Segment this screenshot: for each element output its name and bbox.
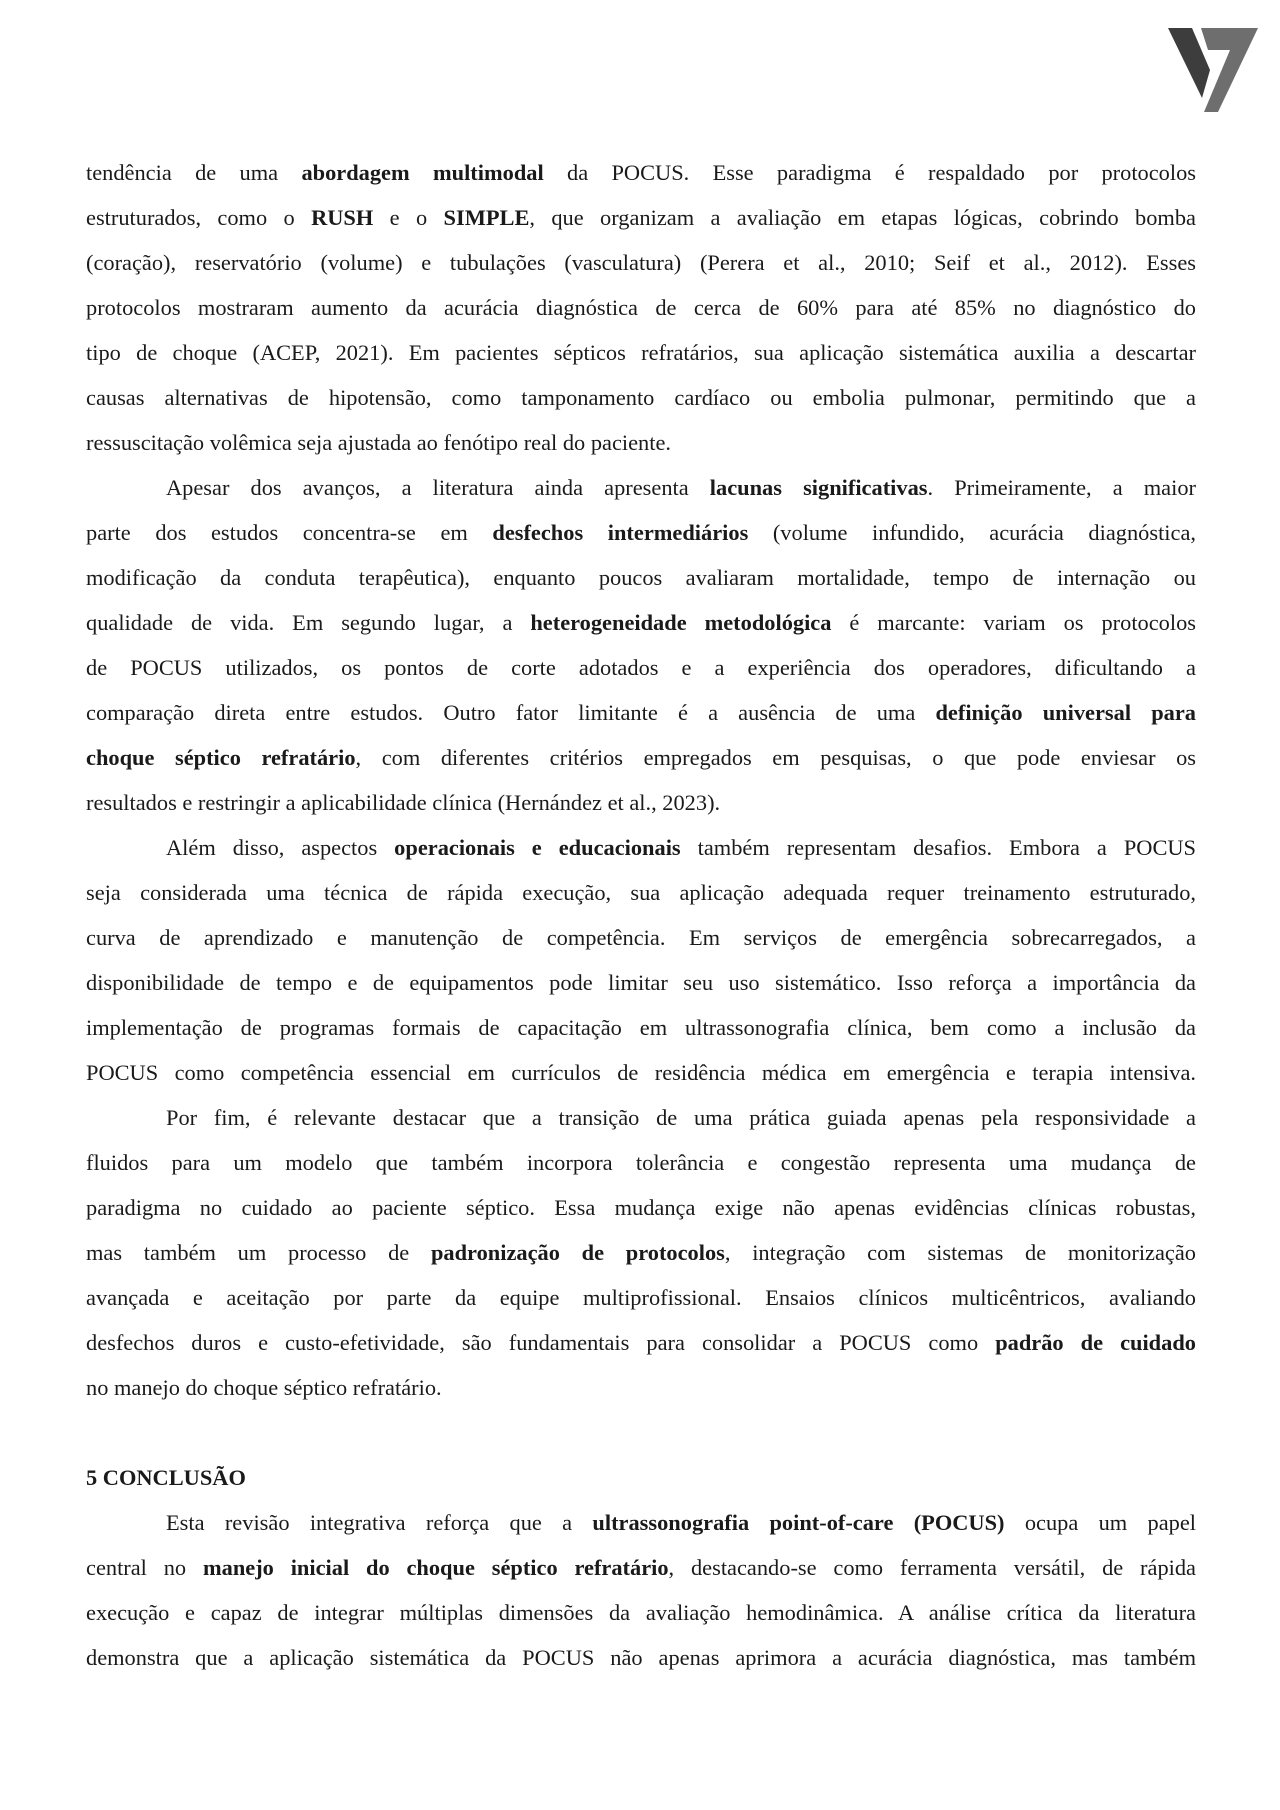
bold-text: ultrassonografia point-of-care (POCUS) <box>592 1510 1005 1535</box>
text-line <box>86 825 1196 870</box>
text-run: . Primeiramente, a maior <box>927 475 1196 500</box>
paragraph-conclusao <box>86 1500 1196 1680</box>
text-run: no manejo do choque séptico refratário. <box>86 1375 442 1400</box>
text-line <box>86 1185 1196 1230</box>
text-run: resultados e restringir a aplicabilidade clínica (Hernández et al., 2023). <box>86 790 721 815</box>
text-line <box>86 1635 1196 1680</box>
text-run: implementação de programas formais de capacitação em ultrassonografia clínica, bem como a inclusão da <box>86 1015 1196 1040</box>
text-line <box>86 1140 1196 1185</box>
text-run: demonstra que a aplicação sistemática da POCUS não apenas aprimora a acurácia diagnóstica, mas também <box>86 1645 1196 1670</box>
paragraph-lacunas <box>86 465 1196 825</box>
text-run: causas alternativas de hipotensão, como tamponamento cardíaco ou embolia pulmonar, permitindo que a <box>86 385 1196 410</box>
text-line <box>86 555 1196 600</box>
logo-left-stroke <box>1168 28 1210 98</box>
text-line <box>86 1500 1196 1545</box>
text-run: comparação direta entre estudos. Outro fator limitante é a ausência de uma <box>86 700 936 725</box>
text-line <box>86 1050 1196 1095</box>
text-run: parte dos estudos concentra-se em <box>86 520 493 545</box>
text-run: , com diferentes critérios empregados em pesquisas, o que pode enviesar os <box>355 745 1196 770</box>
text-run: (volume infundido, acurácia diagnóstica, <box>748 520 1196 545</box>
text-line <box>86 1005 1196 1050</box>
text-run: da POCUS. Esse paradigma é respaldado por protocolos <box>543 160 1197 185</box>
bold-text: desfechos intermediários <box>492 520 749 545</box>
bold-text: choque séptico refratário <box>86 745 356 770</box>
paragraph-operacionais <box>86 825 1196 1095</box>
text-line <box>86 870 1196 915</box>
bold-text: manejo inicial do choque séptico refratário <box>202 1555 669 1580</box>
text-run: tipo de choque (ACEP, 2021). Em pacientes sépticos refratários, sua aplicação sistemática auxilia a descartar <box>86 340 1196 365</box>
text-run: estruturados, como o <box>86 205 312 230</box>
text-line <box>86 1545 1196 1590</box>
text-run: Além disso, aspectos <box>166 835 395 860</box>
text-run: de POCUS utilizados, os pontos de corte adotados e a experiência dos operadores, dificultando a <box>86 655 1196 680</box>
bold-text: operacionais e educacionais <box>394 835 681 860</box>
text-run: desfechos duros e custo-efetividade, são fundamentais para consolidar a POCUS como <box>86 1330 996 1355</box>
text-line <box>86 600 1196 645</box>
text-run: ressuscitação volêmica seja ajustada ao fenótipo real do paciente. <box>86 430 672 455</box>
text-line <box>86 690 1196 735</box>
text-line <box>86 150 1196 195</box>
text-line <box>86 1590 1196 1635</box>
text-run: Esta revisão integrativa reforça que a <box>166 1510 593 1535</box>
text-run: é marcante: variam os protocolos <box>831 610 1197 635</box>
text-line <box>86 285 1196 330</box>
bold-text: lacunas significativas <box>709 475 928 500</box>
v7-logo-icon <box>1168 28 1264 112</box>
text-line <box>86 645 1196 690</box>
bold-text: padronização de protocolos <box>430 1240 725 1265</box>
text-line <box>86 780 1196 825</box>
text-run: avançada e aceitação por parte da equipe multiprofissional. Ensaios clínicos multicêntricos, avaliando <box>86 1285 1196 1310</box>
text-run: seja considerada uma técnica de rápida execução, sua aplicação adequada requer treinamento estruturado, <box>86 880 1196 905</box>
text-line <box>86 1095 1196 1140</box>
text-run: mas também um processo de <box>86 1240 431 1265</box>
text-run: (coração), reservatório (volume) e tubulações (vasculatura) (Perera et al., 2010; Seif et al., 2012). Esses <box>86 250 1196 275</box>
bold-text: heterogeneidade metodológica <box>530 610 832 635</box>
text-line <box>86 420 1196 465</box>
text-line <box>86 735 1196 780</box>
text-run: curva de aprendizado e manutenção de competência. Em serviços de emergência sobrecarregados, a <box>86 925 1196 950</box>
spacer <box>86 1410 1196 1455</box>
paragraph-multimodal <box>86 150 1196 465</box>
document-page <box>86 150 1196 1680</box>
text-run: qualidade de vida. Em segundo lugar, a <box>86 610 531 635</box>
bold-text: padrão de cuidado <box>995 1330 1196 1355</box>
text-run: modificação da conduta terapêutica), enquanto poucos avaliaram mortalidade, tempo de internação ou <box>86 565 1196 590</box>
publisher-logo <box>1168 28 1264 112</box>
text-run: , destacando-se como ferramenta versátil, de rápida <box>668 1555 1196 1580</box>
text-run: POCUS como competência essencial em currículos de residência médica em emergência e terapia intensiva. <box>86 1060 1196 1085</box>
text-run: Apesar dos avanços, a literatura ainda apresenta <box>166 475 710 500</box>
text-run: , que organizam a avaliação em etapas lógicas, cobrindo bomba <box>529 205 1196 230</box>
text-run: paradigma no cuidado ao paciente séptico. Essa mudança exige não apenas evidências clínicas robustas, <box>86 1195 1196 1220</box>
paragraph-por-fim <box>86 1095 1196 1410</box>
text-run: Por fim, é relevante destacar que a transição de uma prática guiada apenas pela responsividade a <box>166 1105 1196 1130</box>
text-line <box>86 330 1196 375</box>
text-line <box>86 1365 1196 1410</box>
text-run: ocupa um papel <box>1004 1510 1196 1535</box>
text-run: disponibilidade de tempo e de equipamentos pode limitar seu uso sistemático. Isso reforça a importância da <box>86 970 1196 995</box>
text-run: tendência de uma <box>86 160 302 185</box>
text-run: , integração com sistemas de monitorização <box>724 1240 1196 1265</box>
text-run: também representam desafios. Embora a POCUS <box>680 835 1196 860</box>
section-heading: 5 CONCLUSÃO <box>86 1465 246 1490</box>
text-line <box>86 960 1196 1005</box>
bold-text: SIMPLE <box>443 205 530 230</box>
text-line <box>86 465 1196 510</box>
text-run: protocolos mostraram aumento da acurácia diagnóstica de cerca de 60% para até 85% no diagnóstico do <box>86 295 1196 320</box>
text-line <box>86 1230 1196 1275</box>
text-run: execução e capaz de integrar múltiplas dimensões da avaliação hemodinâmica. A análise crítica da literatura <box>86 1600 1196 1625</box>
bold-text: abordagem multimodal <box>301 160 544 185</box>
text-line <box>86 915 1196 960</box>
text-run: central no <box>86 1555 203 1580</box>
text-line <box>86 1320 1196 1365</box>
text-line <box>86 195 1196 240</box>
text-line <box>86 1275 1196 1320</box>
text-run: e o <box>373 205 444 230</box>
text-line <box>86 240 1196 285</box>
bold-text: definição universal para <box>935 700 1196 725</box>
text-run: fluidos para um modelo que também incorpora tolerância e congestão representa uma mudança de <box>86 1150 1196 1175</box>
bold-text: RUSH <box>311 205 374 230</box>
text-line <box>86 510 1196 555</box>
text-line <box>86 375 1196 420</box>
